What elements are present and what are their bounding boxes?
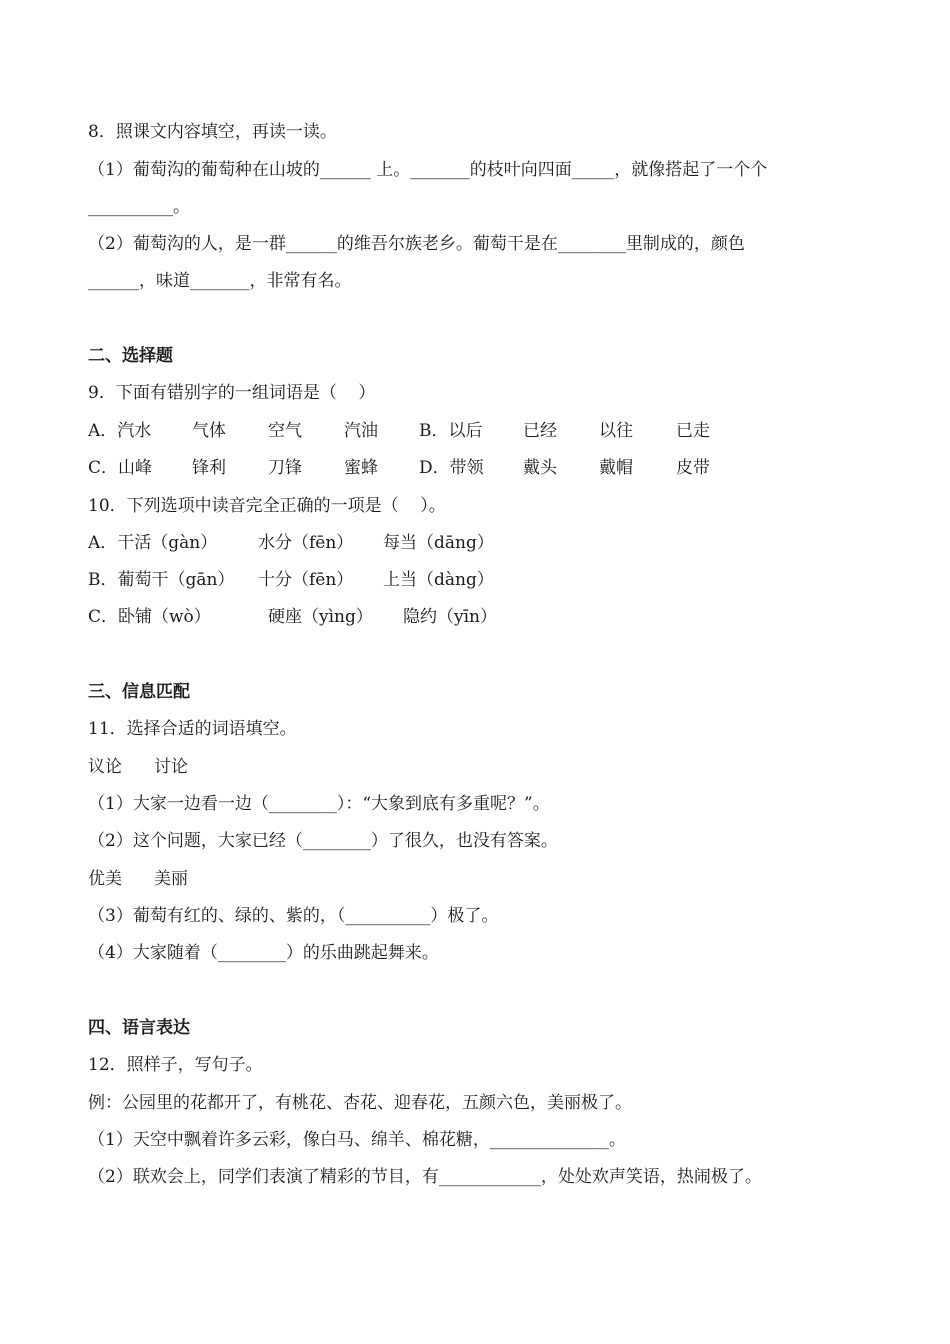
q10-word: 每当（dāng） bbox=[383, 533, 494, 553]
q11-sentence-2: （2）这个问题，大家已经（________）了很久，也没有答案。 bbox=[88, 831, 558, 851]
q9-title: 9．下面有错别字的一组词语是（ ） bbox=[88, 383, 376, 403]
q9-word: 刀锋 bbox=[268, 458, 302, 478]
q10-option-b: B．葡萄干（gān） bbox=[88, 570, 235, 590]
q9-option-a: A．汽水 bbox=[88, 421, 152, 441]
q12-sentence-1: （1）天空中飘着许多云彩，像白马、绵羊、棉花糖，______________。 bbox=[88, 1130, 626, 1150]
q10-word: 硬座（yìng） bbox=[268, 607, 373, 627]
q9-option-d: D．带领 bbox=[419, 458, 484, 478]
q12-example: 例：公园里的花都开了，有桃花、杏花、迎春花，五颜六色，美丽极了。 bbox=[88, 1093, 632, 1113]
word-bank-item: 讨论 bbox=[154, 757, 188, 777]
q9-word: 戴帽 bbox=[599, 458, 633, 478]
q9-word: 锋利 bbox=[192, 458, 226, 478]
section-heading-matching: 三、信息匹配 bbox=[88, 682, 190, 702]
q10-option-a: A．干活（gàn） bbox=[88, 533, 218, 553]
word-bank-item: 优美 bbox=[88, 869, 122, 889]
q11-sentence-3: （3）葡萄有红的、绿的、紫的，（__________）极了。 bbox=[88, 906, 499, 926]
q8-part2-line1: （2）葡萄沟的人，是一群______的维吾尔族老乡。葡萄干是在________里制成的，颜色 bbox=[88, 234, 745, 254]
section-heading-choice: 二、选择题 bbox=[88, 346, 173, 366]
word-bank-item: 议论 bbox=[88, 757, 122, 777]
word-bank-item: 美丽 bbox=[154, 869, 188, 889]
q9-word: 蜜蜂 bbox=[344, 458, 378, 478]
q9-word: 汽油 bbox=[344, 421, 378, 441]
q11-sentence-4: （4）大家随着（________）的乐曲跳起舞来。 bbox=[88, 943, 439, 963]
q9-option-b: B．以后 bbox=[419, 421, 483, 441]
q9-word: 以往 bbox=[599, 421, 633, 441]
section-heading-expression: 四、语言表达 bbox=[88, 1018, 190, 1038]
q9-word: 戴头 bbox=[523, 458, 557, 478]
q9-word: 皮带 bbox=[676, 458, 710, 478]
q10-option-c: C．卧铺（wò） bbox=[88, 607, 211, 627]
q9-word: 空气 bbox=[268, 421, 302, 441]
q11-title: 11．选择合适的词语填空。 bbox=[88, 719, 297, 739]
q9-word: 气体 bbox=[192, 421, 226, 441]
q12-sentence-2: （2）联欢会上，同学们表演了精彩的节目，有____________，处处欢声笑语，热闹极了。 bbox=[88, 1167, 762, 1187]
q12-title: 12．照样子，写句子。 bbox=[88, 1055, 263, 1075]
q10-word: 十分（fēn） bbox=[258, 570, 354, 590]
q10-title: 10．下列选项中读音完全正确的一项是（ ）。 bbox=[88, 496, 446, 516]
q10-word: 上当（dàng） bbox=[383, 570, 494, 590]
q11-sentence-1: （1）大家一边看一边（________）：“大象到底有多重呢？”。 bbox=[88, 794, 550, 814]
q8-part2-line2: ______，味道_______，非常有名。 bbox=[88, 271, 352, 291]
q9-word: 已经 bbox=[523, 421, 557, 441]
q8-title: 8．照课文内容填空，再读一读。 bbox=[88, 122, 337, 142]
q8-part1-line2: __________。 bbox=[88, 197, 190, 217]
q9-word: 已走 bbox=[676, 421, 710, 441]
q10-word: 水分（fēn） bbox=[258, 533, 354, 553]
q8-part1-line1: （1）葡萄沟的葡萄种在山坡的______ 上。_______的枝叶向四面_____，就像搭起了一个个 bbox=[88, 160, 768, 180]
q9-option-c: C．山峰 bbox=[88, 458, 153, 478]
q10-word: 隐约（yīn） bbox=[403, 607, 497, 627]
